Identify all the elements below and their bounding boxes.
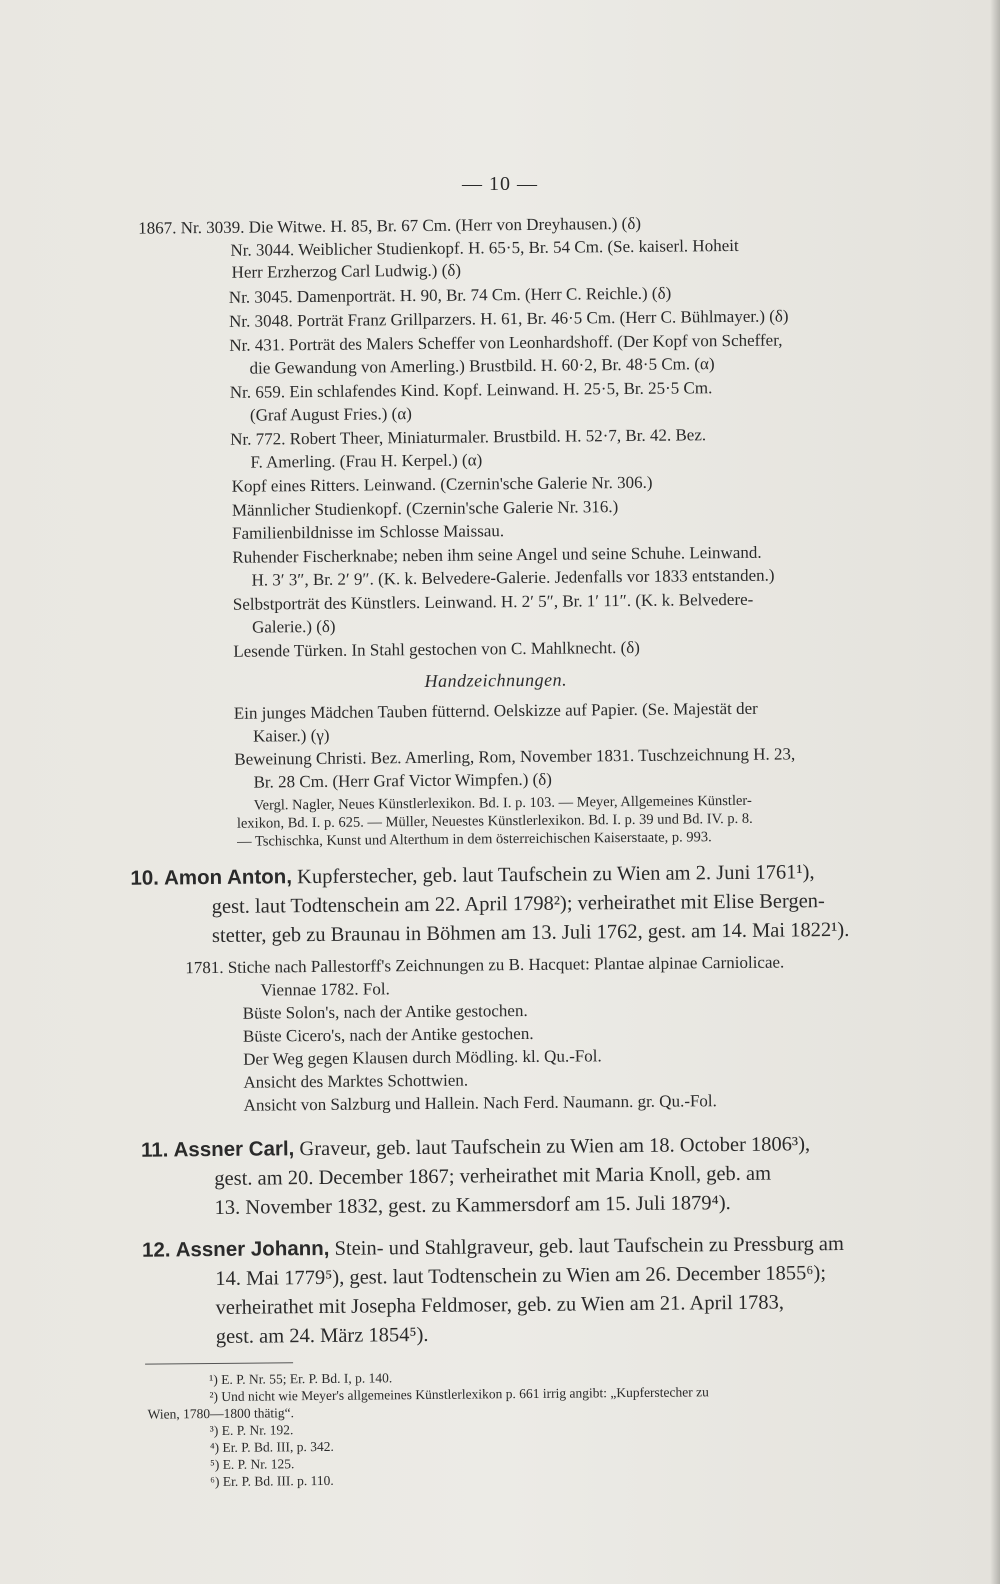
work-line: Büste Solon's, nach der Antike gestochen.	[242, 1000, 528, 1023]
reference-line: lexikon, Bd. I. p. 625. — Müller, Neuestes Künstlerlexikon. Bd. I. p. 39 und Bd. IV. p. 8.	[236, 810, 753, 832]
entry-12-line: verheirathet mit Josepha Feldmoser, geb. zu Wien am 21. April 1783,	[215, 1291, 785, 1319]
entry-line: Nr. 431. Porträt des Malers Scheffer von Leonhardshoff. (Der Kopf von Scheffer,	[229, 330, 783, 355]
entry-12-line: gest. am 24. März 1854⁵).	[215, 1323, 429, 1348]
entry-10-line: stetter, geb zu Braunau in Böhmen am 13. Juli 1762, gest. am 14. Mai 1822¹).	[211, 918, 850, 948]
work-line: Ansicht von Salzburg und Hallein. Nach Ferd. Naumann. gr. Qu.-Fol.	[243, 1091, 717, 1115]
entry-10-line	[130, 860, 814, 891]
work-line: Büste Cicero's, nach der Antike gestochen.	[242, 1023, 534, 1046]
entry-10-text: Kupferstecher, geb. laut Taufschein zu Wien am 2. Juni 1761¹),	[296, 861, 815, 889]
drawing-line: Br. 28 Cm. (Herr Graf Victor Wimpfen.) (δ)	[253, 769, 552, 792]
footnote: ¹) E. P. Nr. 55; Er. P. Bd. I, p. 140.	[209, 1370, 393, 1388]
entry-12-name: Assner Johann,	[175, 1236, 330, 1262]
drawing-line: Kaiser.) (γ)	[252, 725, 330, 746]
entry-line: Nr. 659. Ein schlafendes Kind. Kopf. Leinwand. H. 25·5, Br. 25·5 Cm.	[229, 378, 713, 402]
entry-line: Lesende Türken. In Stahl gestochen von C. Mahlknecht. (δ)	[233, 637, 640, 661]
entry-line: 1867. Nr. 3039. Die Witwe. H. 85, Br. 67 Cm. (Herr von Dreyhausen.) (δ)	[138, 213, 642, 238]
entry-line: Ruhender Fischerknabe; neben ihm seine Angel und seine Schuhe. Leinwand.	[232, 542, 762, 567]
work-line: Ansicht des Marktes Schottwien.	[243, 1070, 469, 1092]
drawing-line: Ein junges Mädchen Tauben fütternd. Oelskizze auf Papier. (Se. Majestät der	[233, 698, 758, 723]
entry-line: Selbstporträt des Künstlers. Leinwand. H. 2′ 5″, Br. 1′ 11″. (K. k. Belvedere-	[232, 589, 754, 614]
reference-line: Vergl. Nagler, Neues Künstlerlexikon. Bd. I. p. 103. — Meyer, Allgemeines Künstler-	[253, 792, 752, 814]
work-line: 1781. Stiche nach Pallestorff's Zeichnungen zu B. Hacquet: Plantae alpinae Carniolicae.	[185, 952, 785, 978]
entry-11-line: 13. November 1832, gest. zu Kammersdorf am 15. Juli 1879⁴).	[214, 1192, 731, 1219]
page-number: — 10 —	[462, 173, 538, 195]
footnote: ⁶) Er. P. Bd. III. p. 110.	[210, 1472, 334, 1490]
entry-11-text: Graveur, geb. laut Taufschein zu Wien am 18. October 1806³),	[299, 1133, 811, 1161]
entry-12-text: Stein- und Stahlgraveur, geb. laut Taufschein zu Pressburg am	[334, 1232, 845, 1260]
page-edge-shadow	[990, 0, 1000, 1584]
entry-11-line	[141, 1132, 810, 1162]
entry-line: Nr. 772. Robert Theer, Miniaturmaler. Brustbild. H. 52·7, Br. 42. Bez.	[230, 425, 707, 449]
entry-11-number: 11.	[140, 1138, 169, 1162]
entry-line: Nr. 3044. Weiblicher Studienkopf. H. 65·5, Br. 54 Cm. (Se. kaiserl. Hoheit	[230, 235, 739, 260]
entry-line: Familienbildnisse im Schlosse Maissau.	[232, 521, 505, 543]
entry-line: Herr Erzherzog Carl Ludwig.) (δ)	[231, 260, 462, 282]
footnote-divider	[145, 1362, 293, 1364]
entry-line: H. 3′ 3″, Br. 2′ 9″. (K. k. Belvedere-Galerie. Jedenfalls vor 1833 entstanden.)	[251, 565, 775, 590]
footnote: ⁴) Er. P. Bd. III, p. 342.	[209, 1438, 334, 1456]
entry-line: Männlicher Studienkopf. (Czernin'sche Galerie Nr. 316.)	[231, 497, 619, 520]
entry-line: (Graf August Fries.) (α)	[249, 404, 412, 425]
entry-11-line: gest. am 20. December 1867; verheirathet mit Maria Knoll, geb. am	[214, 1162, 772, 1190]
section-heading: Handzeichnungen.	[424, 669, 568, 691]
entry-line: Nr. 3048. Porträt Franz Grillparzers. H. 61, Br. 46·5 Cm. (Herr C. Bühlmayer.) (δ)	[229, 306, 789, 331]
footnote: ³) E. P. Nr. 192.	[209, 1422, 294, 1439]
entry-12-line: 14. Mai 1779⁵), gest. laut Todtenschein zu Wien am 26. December 1855⁶);	[215, 1262, 827, 1290]
entry-line: Kopf eines Ritters. Leinwand. (Czernin'sche Galerie Nr. 306.)	[231, 472, 653, 496]
entry-12-line	[142, 1232, 844, 1263]
work-line: Der Weg gegen Klausen durch Mödling. kl. Qu.-Fol.	[243, 1046, 602, 1069]
reference-line: — Tschischka, Kunst und Alterthum in dem österreichischen Kaiserstaate, p. 993.	[237, 829, 712, 850]
entry-line: Nr. 3045. Damenporträt. H. 90, Br. 74 Cm. (Herr C. Reichle.) (δ)	[228, 283, 672, 307]
drawing-line: Beweinung Christi. Bez. Amerling, Rom, November 1831. Tuschzeichnung H. 23,	[234, 744, 796, 769]
entry-10-line: gest. laut Todtenschein am 22. April 1798²); verheirathet mit Elise Bergen-	[211, 890, 825, 919]
entry-line: Galerie.) (δ)	[251, 616, 336, 637]
entry-line: F. Amerling. (Frau H. Kerpel.) (α)	[250, 450, 483, 472]
footnote: ⁵) E. P. Nr. 125.	[209, 1456, 295, 1473]
entry-line: die Gewandung von Amerling.) Brustbild. H. 60·2, Br. 48·5 Cm. (α)	[249, 354, 715, 378]
entry-12-number: 12.	[141, 1238, 171, 1262]
footnote: ²) Und nicht wie Meyer's allgemeines Künstlerlexikon p. 661 irrig angibt: „Kupferstecher zu	[209, 1384, 709, 1405]
footnote: Wien, 1780—1800 thätig“.	[147, 1405, 295, 1422]
entry-10-number: 10.	[130, 866, 160, 890]
entry-10-name: Amon Anton,	[163, 865, 293, 890]
work-line: Viennae 1782. Fol.	[260, 979, 390, 1000]
entry-11-name: Assner Carl,	[173, 1137, 295, 1162]
